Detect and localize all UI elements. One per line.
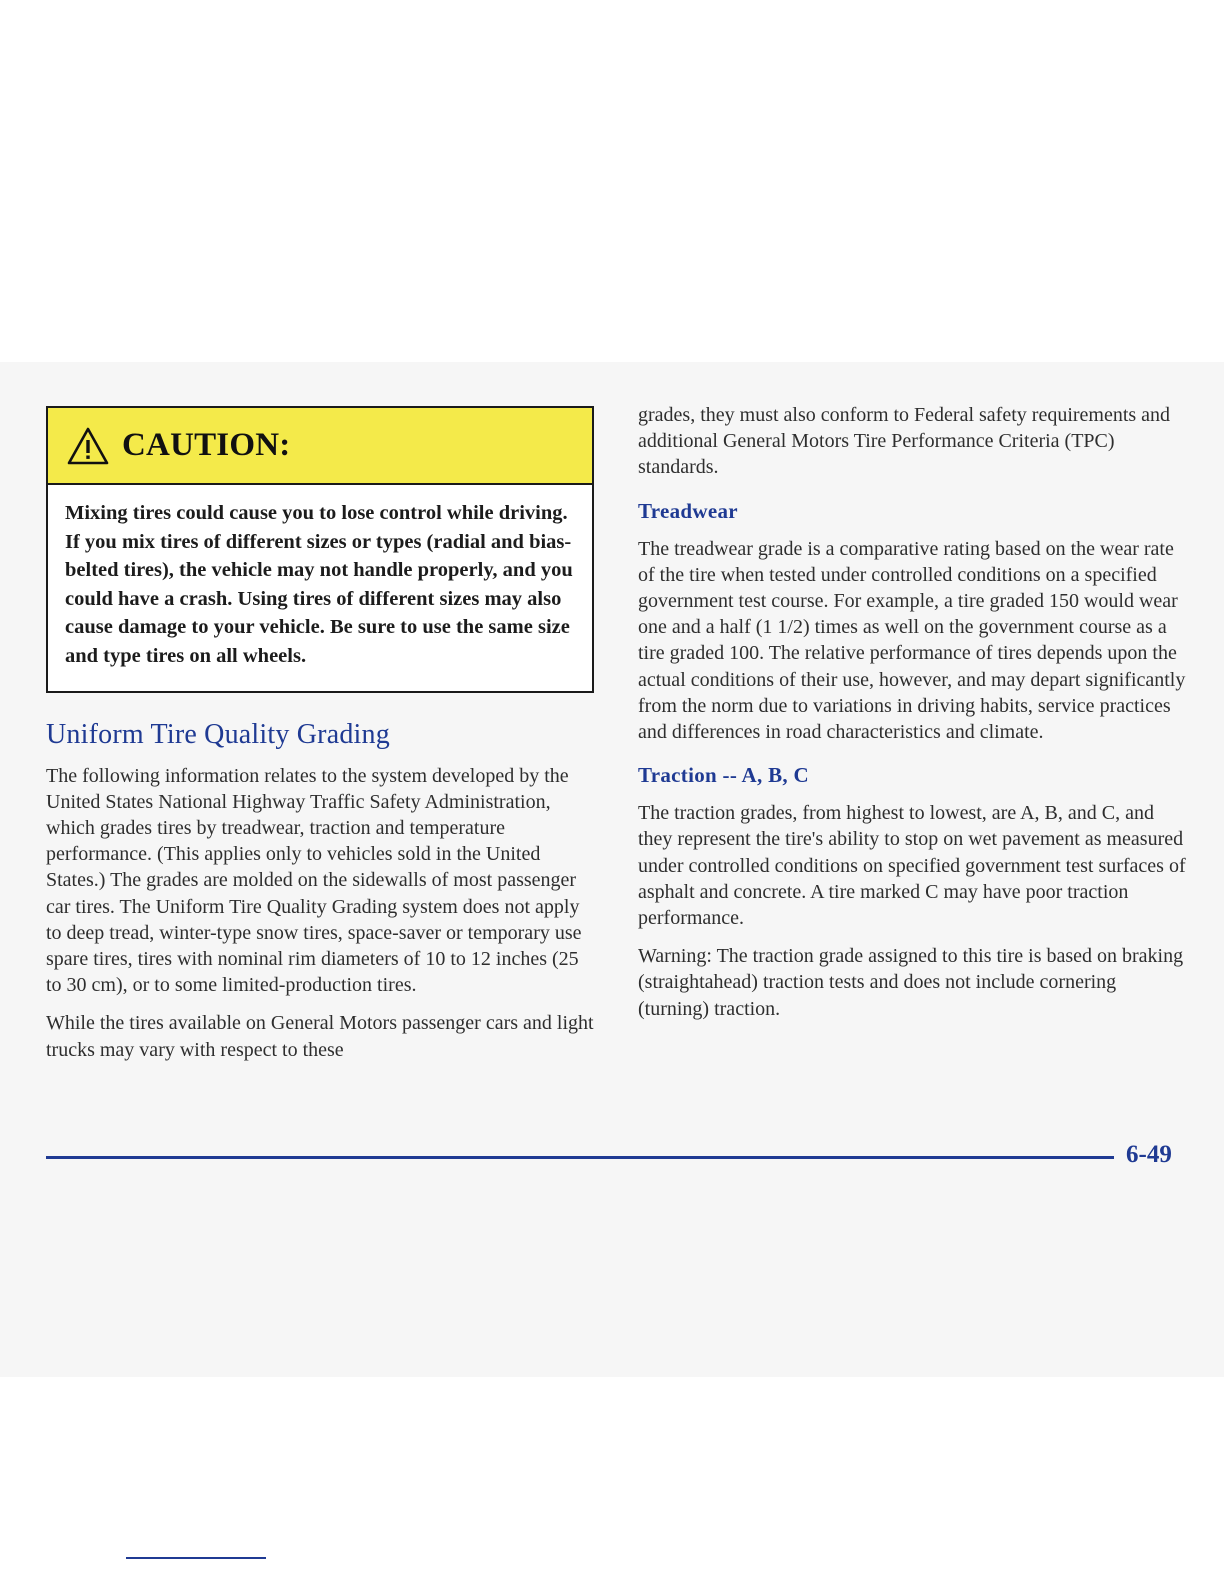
caution-text: Mixing tires could cause you to lose control while driving. If you mix tires of different sizes or types (radial and bias-belted tires), the vehicle may not handle properly, and you could have a crash. Using tires of different sizes may also cause damage to your vehicle. Be sure to use the same size and type tires on all wheels. bbox=[65, 502, 573, 667]
treadwear-paragraph: The treadwear grade is a comparative rating based on the wear rate of the tire when tested under controlled conditions on a specified government test course. For example, a tire graded 150 would wear one and a half (1 1/2) times as well on the government course as a tire graded 100. The relative performance of tires depends upon the actual conditions of their use, however, and may depart significantly from the norm due to variations in driving habits, service practices and differences in road characteristics and climate. bbox=[638, 537, 1186, 744]
section-heading: Uniform Tire Quality Grading bbox=[46, 718, 390, 750]
warning-paragraph: Warning: The traction grade assigned to this tire is based on braking (straightahead) traction tests and does not include cornering (turning) traction. bbox=[638, 945, 1184, 1020]
caution-title: CAUTION: bbox=[122, 427, 291, 463]
utqg-paragraph: The following information relates to the system developed by the United States National Highway Traffic Safety Administration, which grades tires by treadwear, traction and temperature performance. (This applies only to vehicles sold in the United States.) The grades are molded on the sidewalls of most passenger car tires. The Uniform Tire Quality Grading system does not apply to deep tread, winter-type snow tires, space-saver or temporary use spare tires, tires with nominal rim diameters of 10 to 12 inches (25 to 30 cm), or to some limited-production tires. bbox=[46, 764, 582, 997]
footer-rule bbox=[46, 1156, 1114, 1159]
caution-box bbox=[46, 406, 594, 693]
traction-heading: Traction -- A, B, C bbox=[638, 763, 809, 788]
caution-header bbox=[48, 408, 592, 485]
treadwear-heading: Treadwear bbox=[638, 498, 738, 523]
page-number: 6-49 bbox=[1126, 1141, 1172, 1168]
bottom-mark bbox=[126, 1557, 266, 1559]
warning-triangle-icon bbox=[66, 426, 110, 466]
gm-tires-paragraph: While the tires available on General Motors passenger cars and light trucks may vary with respect to these bbox=[46, 1012, 594, 1061]
continued-paragraph: grades, they must also conform to Federal safety requirements and additional General Motors Tire Performance Criteria (TPC) standards. bbox=[638, 404, 1171, 479]
left-column bbox=[46, 406, 598, 1063]
right-column bbox=[638, 402, 1188, 1022]
traction-paragraph: The traction grades, from highest to lowest, are A, B, and C, and they represent the tire's ability to stop on wet pavement as measured under controlled conditions on specified government test surfaces of asphalt and concrete. A tire marked C may have poor traction performance. bbox=[638, 802, 1186, 930]
